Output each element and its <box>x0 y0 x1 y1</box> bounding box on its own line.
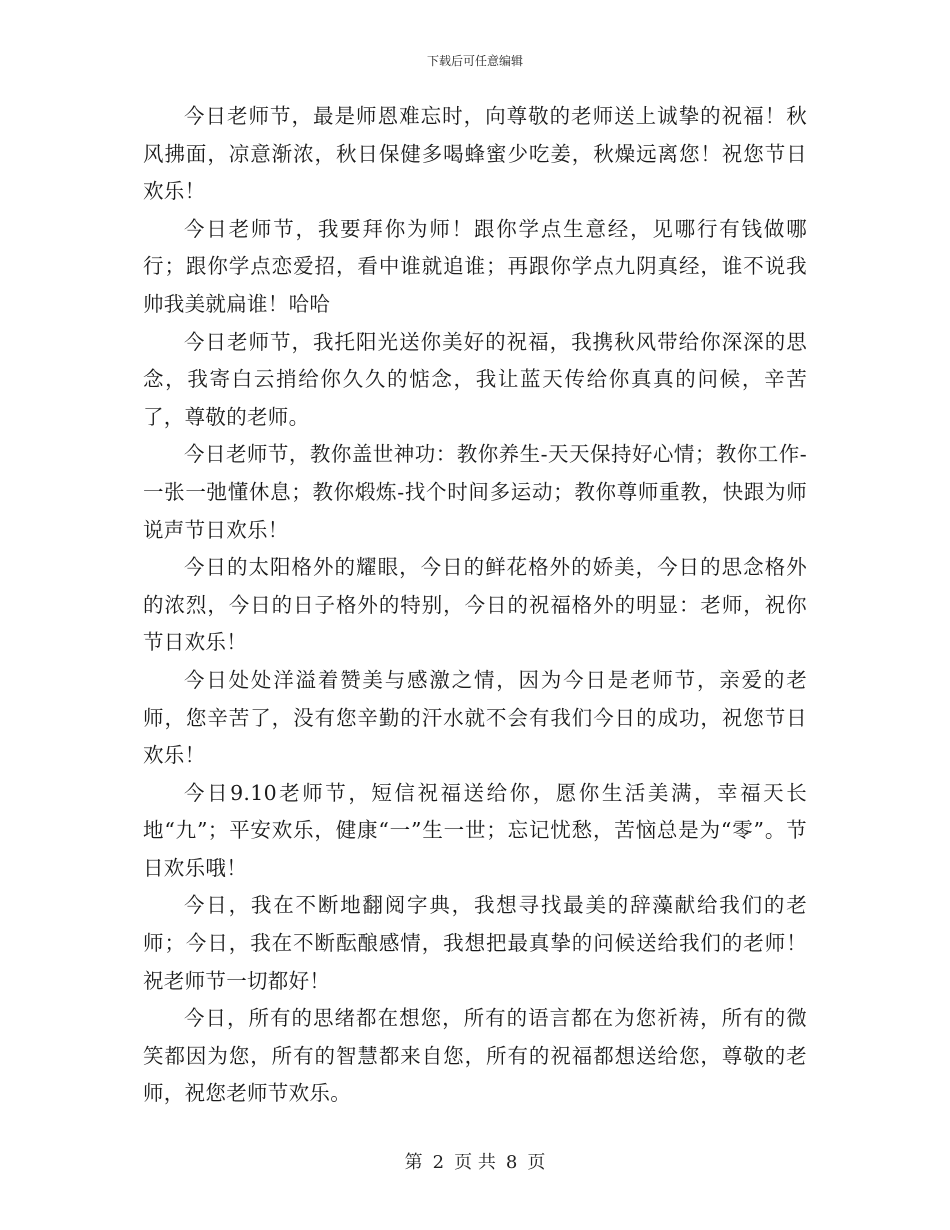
page-label-suffix: 页 <box>527 1152 546 1173</box>
document-body <box>143 98 807 1113</box>
page-header: 下载后可任意编辑 <box>426 54 523 68</box>
paragraph-6: 今日处处洋溢着赞美与感激之情，因为今日是老师节，亲爱的老师，您辛苦了，没有您辛勤的汗水就不会有我们今日的成功，祝您节日欢乐！ <box>143 667 807 768</box>
page-number: 2 <box>432 1152 445 1173</box>
paragraph-1: 今日老师节，最是师恩难忘时，向尊敬的老师送上诚挚的祝福！秋风拂面，凉意渐浓，秋日保健多喝蜂蜜少吃姜，秋燥远离您！祝您节日欢乐！ <box>143 104 807 204</box>
page-label-mid: 页 共 <box>454 1152 496 1173</box>
paragraph-8: 今日，我在不断地翻阅字典，我想寻找最美的辞藻献给我们的老师；今日，我在不断酝酿感情，我想把最真挚的问候送给我们的老师！祝老师节一切都好！ <box>143 893 807 993</box>
paragraph-3: 今日老师节，我托阳光送你美好的祝福，我携秋风带给你深深的思念，我寄白云捎给你久久的惦念，我让蓝天传给你真真的问候，辛苦了，尊敬的老师。 <box>143 329 807 429</box>
page-footer <box>0 1150 950 1176</box>
paragraph-4: 今日老师节，教你盖世神功：教你养生-天天保持好心情；教你工作-一张一弛懂休息；教你煅炼-找个时间多运动；教你尊师重教，快跟为师说声节日欢乐！ <box>143 442 807 542</box>
paragraph-9: 今日，所有的思绪都在想您，所有的语言都在为您祈祷，所有的微笑都因为您，所有的智慧都来自您，所有的祝福都想送给您，尊敬的老师，祝您老师节欢乐。 <box>143 1006 807 1106</box>
paragraph-7: 今日9.10老师节，短信祝福送给你，愿你生活美满，幸福天长地“九”；平安欢乐，健康“一”生一世；忘记忧愁，苦恼总是为“零”。节日欢乐哦！ <box>143 780 807 880</box>
page-label-prefix: 第 <box>404 1152 423 1173</box>
paragraph-2: 今日老师节，我要拜你为师！跟你学点生意经，见哪行有钱做哪行；跟你学点恋爱招，看中谁就追谁；再跟你学点九阴真经，谁不说我帅我美就扁谁！哈哈 <box>143 216 807 316</box>
total-pages: 8 <box>505 1152 518 1173</box>
paragraph-5: 今日的太阳格外的耀眼，今日的鲜花格外的娇美，今日的思念格外的浓烈，今日的日子格外的特别，今日的祝福格外的明显：老师，祝你节日欢乐！ <box>143 555 807 655</box>
